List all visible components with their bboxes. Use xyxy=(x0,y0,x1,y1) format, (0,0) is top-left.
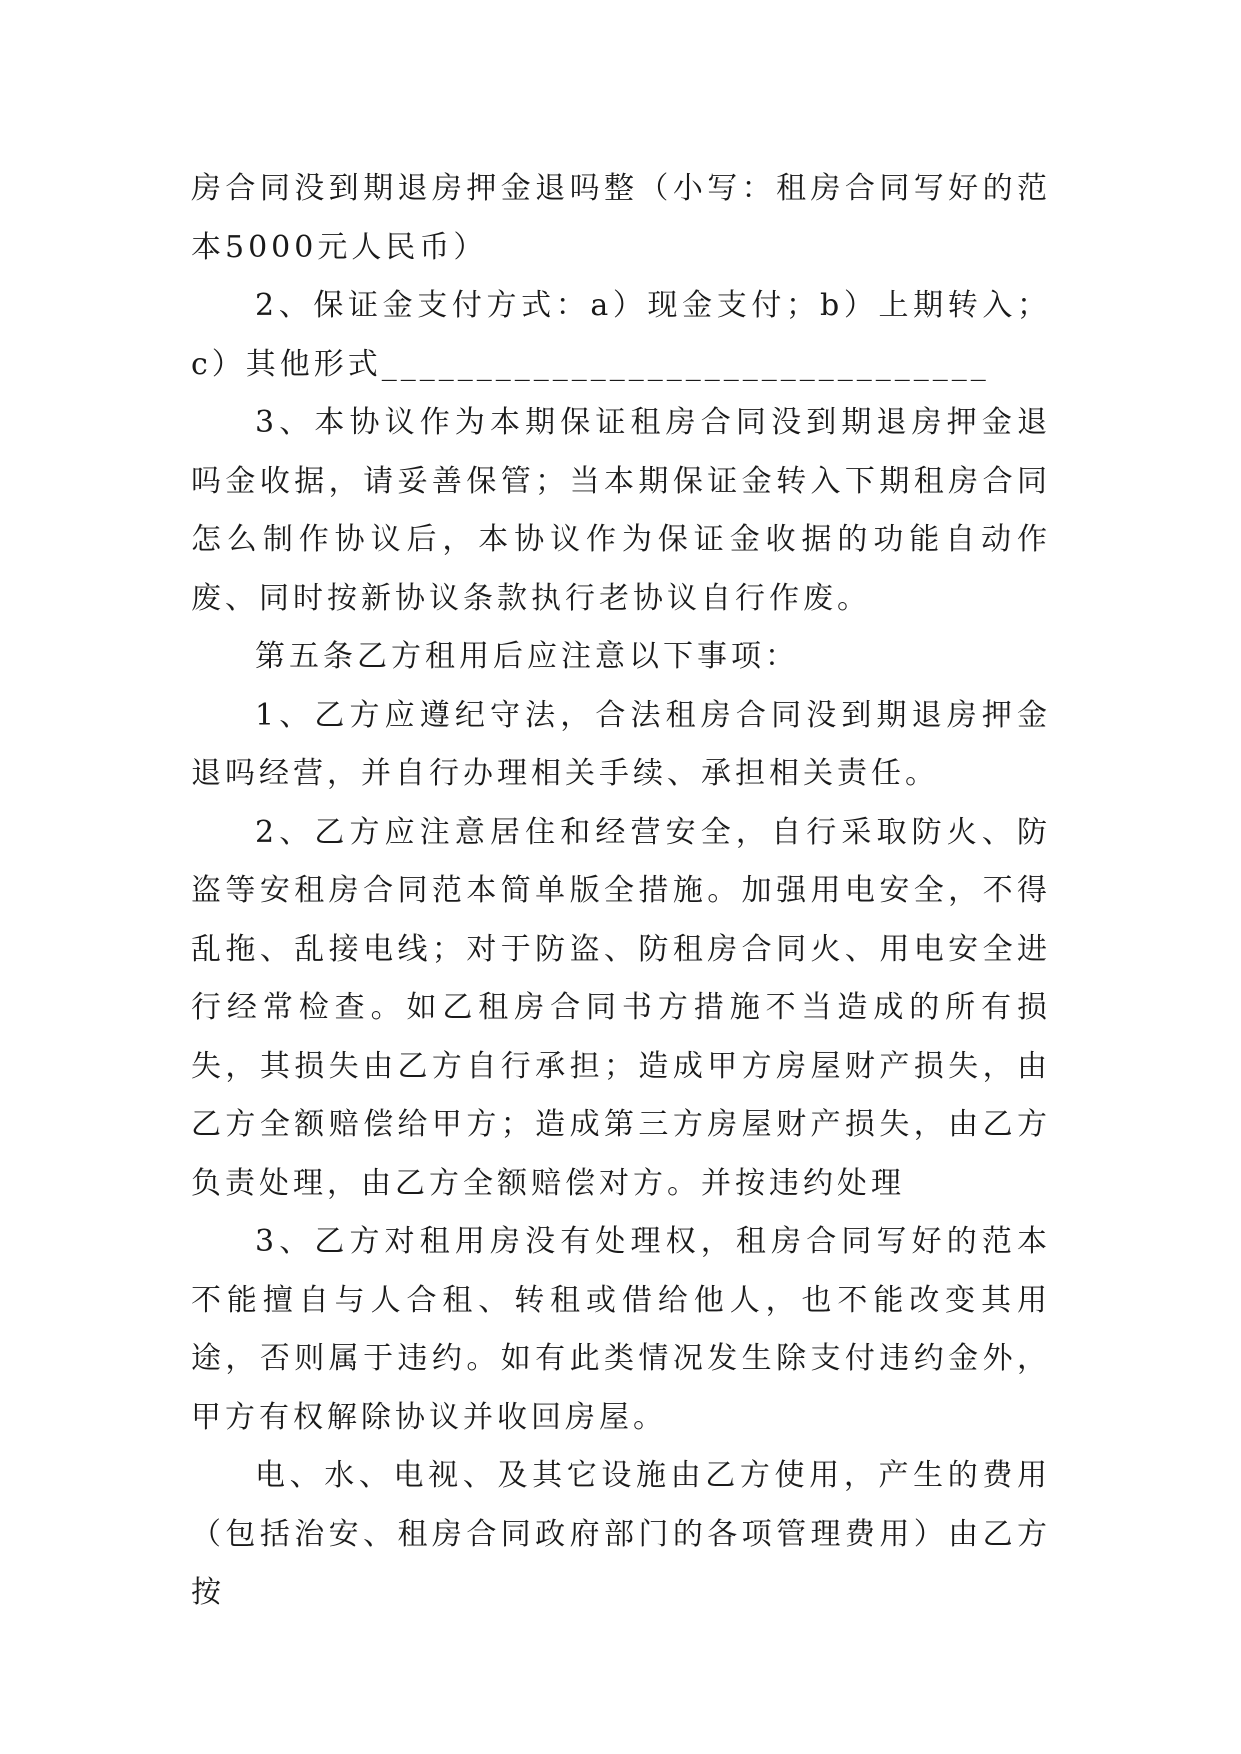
article-five-heading: 第五条乙方租用后应注意以下事项： xyxy=(255,639,799,674)
paragraph-safety-clause: 2、乙方应注意居住和经营安全，自行采取防火、防盗等安租房合同范本简单版全措施。加强用电安全，不得乱拖、乱接电线；对于防盗、防租房合同火、用电安全进行经常检查。如乙租房合同书方措施不当造成的所有损失，其损失由乙方自行承担；造成甲方房屋财产损失，由乙方全额赔偿给甲方；造成第三方房屋财产损失，由乙方负责处理，由乙方全额赔偿对方。并按违约处理 xyxy=(191,814,1051,1201)
document-body xyxy=(191,160,1051,1623)
paragraph-receipt-clause: 3、本协议作为本期保证租房合同没到期退房押金退吗金收据，请妥善保管；当本期保证金转入下期租房合同怎么制作协议后，本协议作为保证金收据的功能自动作废、同时按新协议条款执行老协议自行作废。 xyxy=(191,405,1051,616)
paragraph-law-compliance: 1、乙方应遵纪守法，合法租房合同没到期退房押金退吗经营，并自行办理相关手续、承担相关责任。 xyxy=(191,697,1051,791)
paragraph-payment-method: 2、保证金支付方式：a）现金支付；b）上期转入；c）其他形式________________________________ xyxy=(191,288,1051,382)
paragraph-sublet-clause: 3、乙方对租用房没有处理权，租房合同写好的范本不能擅自与人合租、转租或借给他人，也不能改变其用途，否则属于违约。如有此类情况发生除支付违约金外，甲方有权解除协议并收回房屋。 xyxy=(191,1224,1051,1435)
paragraph-deposit-amount: 房合同没到期退房押金退吗整（小写：租房合同写好的范本5000元人民币） xyxy=(191,171,1051,265)
paragraph-utilities-clause: 电、水、电视、及其它设施由乙方使用，产生的费用（包括治安、租房合同政府部门的各项管理费用）由乙方按 xyxy=(191,1458,1051,1610)
